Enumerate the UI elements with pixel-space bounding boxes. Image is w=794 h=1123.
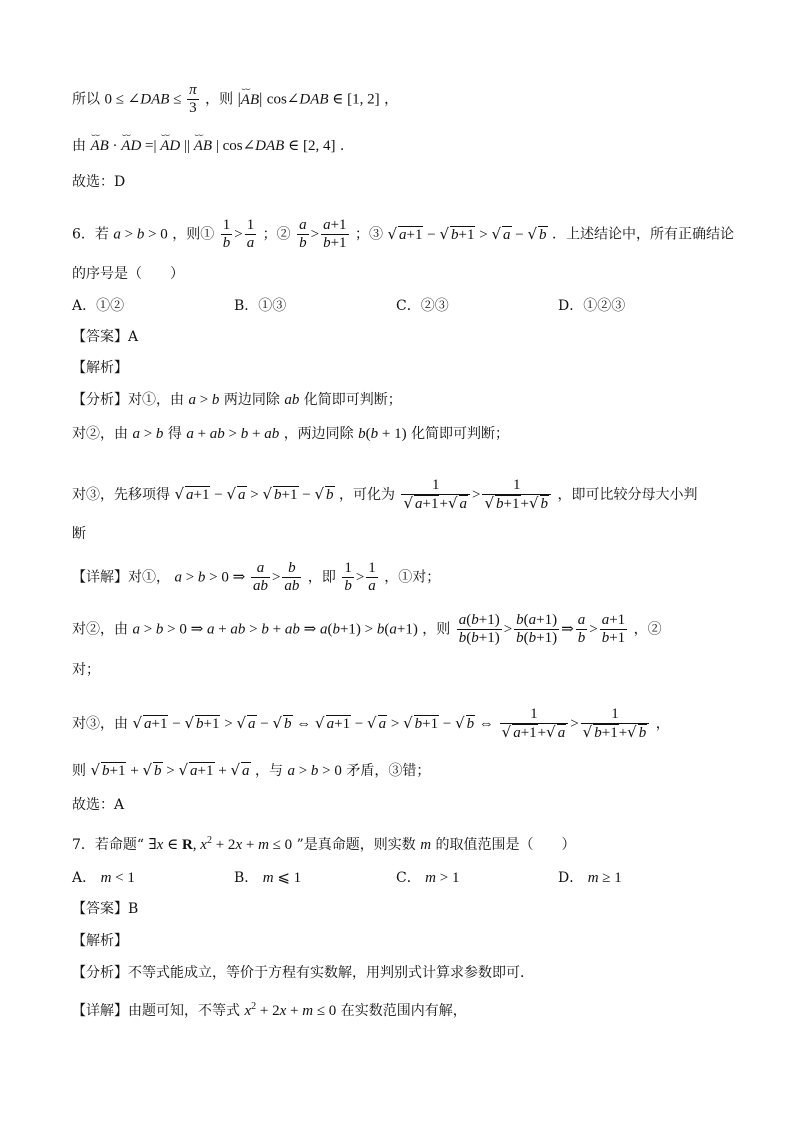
text: 由 [72,138,86,154]
line-angle-range: 所以 0 ≤ ∠DAB ≤ $\frac{\pi}{3}$ ，则 |⌣⌣ AB| cos∠DAB ∈ [1, 2] ， [72,82,398,117]
text: . [339,138,345,154]
option-b: B．①③ [234,298,287,314]
text: ， [384,91,399,108]
question-6-cont: 的序号是（ ） [72,266,184,282]
xiangjie-2: 对②，由 a > b > 0 ⇒ a + ab > b + ab ⇒ a(b+1) > b(a+1) ，则 $\frac{a(b+1)}{b(b+1)}$ > $\frac{b(a+1)}{b(b+1)}$ ⇒ $\frac{a}{b}$ > $\frac{a+1}{b+1}$ ，② [72,612,662,646]
option-d: D．①②③ [558,298,626,314]
question-6: 6．若 a > b > 0 ，则① $\frac{1}{b}$ > $\frac{1}{a}$ ；② $\frac{a}{b}$ > $\frac{a+1}{b+1}$ ；③ √ a+1 − √ b+1 > √ a − √ b ．上述结论中，所有正确结论 [72,217,734,251]
text: ，则 [205,91,234,108]
xiangjie-3: 对③，由 √ a+1 − √ b+1 > √ a − √ b ⇔ √ a+1 − √ a > √ b+1 − √ b ⇔ $\frac{1}{√ a+1+√ a}$ > $\frac{1}{√ b+1+√ b}$ ， [72,706,670,741]
question-7: 7．若命题“ ∃x ∈ R, $x^2 + 2x + m \le 0$ ”是真命题，则实数 m 的取值范围是（ ） [72,835,576,853]
text: ，则① [172,226,215,243]
option-c: C．②③ [396,298,449,314]
analysis-7: 【解析】 [72,933,128,949]
q7-option-a: A． m < 1 [72,870,135,886]
xiangjie-1: 【详解】对①， a > b > 0 ⇒ $\frac{a}{ab}$ > $\frac{b}{ab}$ ，即 $\frac{1}{b}$ > $\frac{1}{a}$ ，①对； [72,560,441,594]
choice-5: 故选：D [72,174,126,190]
fenxi-2: 对②，由 a > b 得 a + ab > b + ab ，两边同除 b(b + 1) 化简即可判断； [72,426,510,442]
fenxi-3-cont: 断 [72,526,86,542]
xiangjie-2-cont: 对； [72,662,100,678]
answer-6: 【答案】A [72,329,139,345]
xiangjie-4: 则 √ b+1 + √ b > √ a+1 + √ a ，与 a > b > 0 矛盾，③错； [72,761,431,779]
choice-6: 故选：A [72,797,125,813]
analysis-6: 【解析】 [72,360,128,376]
text: ．上述结论中，所有正确结论 [551,226,734,243]
text: ；② [262,226,291,243]
option-a: A．①② [72,298,125,314]
text: 所以 [72,91,100,108]
line-dot-product: 由 ⌣⌣ AB · ⌣⌣ AD =| ⌣⌣ AD || ⌣⌣ AB | cos∠DAB ∈ [2, 4] . [72,136,344,156]
q7-option-c: C． m > 1 [396,870,460,886]
fenxi-7: 【分析】不等式能成立，等价于方程有实数解，用判别式计算求参数即可． [72,965,534,981]
fraction: $\frac{\pi}{3}$ [189,82,197,116]
q7-option-d: D． m ≥ 1 [558,870,622,886]
xiangjie-7: 【详解】由题可知，不等式 $x^2 + 2x + m \le 0$ 在实数范围内有解， [72,1001,467,1019]
text: 6．若 [72,226,109,243]
answer-7: 【答案】B [72,901,139,917]
text: ；③ [354,226,383,243]
fenxi-1: 【分析】对①，由 a > b 两边同除 ab 化简即可判断； [72,392,402,408]
q7-option-b: B． m ⩽ 1 [234,870,302,886]
fenxi-3: 对③，先移项得 √ a+1 − √ a > √ b+1 − √ b ，可化为 $\frac{1}{√ a+1+√ a}$ > $\frac{1}{√ b+1+√ b}$ ，即可比较分母大小判 [72,477,698,512]
